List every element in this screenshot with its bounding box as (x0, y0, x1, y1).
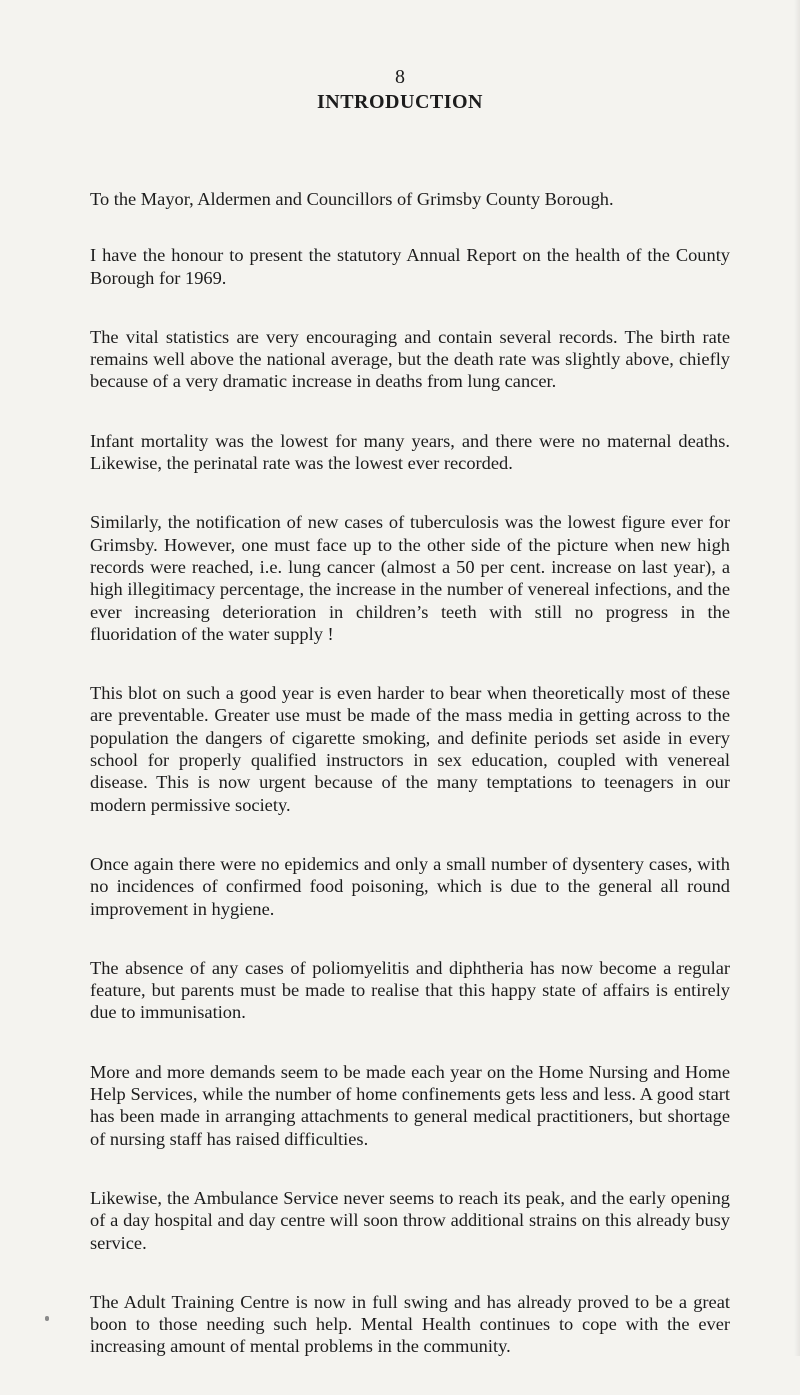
paragraph: More and more demands seem to be made each year on the Home Nursing and Home Help Services, while the number of home confinements gets less and less. A good start has been made in arranging attachments to general medical practitioners, but shortage of nursing staff has raised difficulties. (90, 1061, 730, 1149)
paragraph: Infant mortality was the lowest for many years, and there were no maternal deaths. Likewise, the perinatal rate was the lowest ever recorded. (90, 430, 730, 474)
report-body (90, 188, 730, 1395)
paragraph: Similarly, the notification of new cases of tuberculosis was the lowest figure ever for Grimsby. However, one must face up to the other side of the picture when new high records were reached, i.e. lung cancer (almost a 50 per cent. increase on last year), a high illegitimacy percentage, the increase in the number of venereal infections, and the ever increasing deterioration in children’s teeth with still no progress in the fluoridation of the water supply ! (90, 512, 730, 644)
salutation: To the Mayor, Aldermen and Councillors of Grimsby County Borough. (90, 189, 614, 209)
paragraph: Once again there were no epidemics and only a small number of dysentery cases, with no incidences of confirmed food poisoning, which is due to the general all round improvement in hygiene. (90, 853, 730, 919)
scan-speck (45, 1316, 49, 1321)
page-title: INTRODUCTION (316, 91, 484, 113)
paragraph: The vital statistics are very encouraging and contain several records. The birth rate remains well above the national average, but the death rate was slightly above, chiefly because of a very dramatic increase in deaths from lung cancer. (90, 326, 730, 392)
paragraph: This blot on such a good year is even harder to bear when theoretically most of these are preventable. Greater use must be made of the mass media in getting across to the population the dangers of cigarette smoking, and definite periods set aside in every school for properly qualified instructors in sex education, coupled with venereal disease. This is now urgent because of the many temptations to teenagers in our modern permissive society. (90, 683, 730, 815)
paragraph: The Adult Training Centre is now in full swing and has already proved to be a great boon to those needing such help. Mental Health continues to cope with the ever increasing amount of mental problems in the community. (90, 1291, 730, 1357)
paragraph: I have the honour to present the statutory Annual Report on the health of the County Borough for 1969. (90, 245, 730, 288)
paragraph: Likewise, the Ambulance Service never seems to reach its peak, and the early opening of a day hospital and day centre will soon throw additional strains on this already busy service. (90, 1187, 730, 1253)
paragraph: The absence of any cases of poliomyelitis and diphtheria has now become a regular feature, but parents must be made to realise that this happy state of affairs is entirely due to immunisation. (90, 957, 730, 1023)
page-number: 8 (395, 66, 405, 88)
page-edge-shadow (794, 0, 800, 1356)
